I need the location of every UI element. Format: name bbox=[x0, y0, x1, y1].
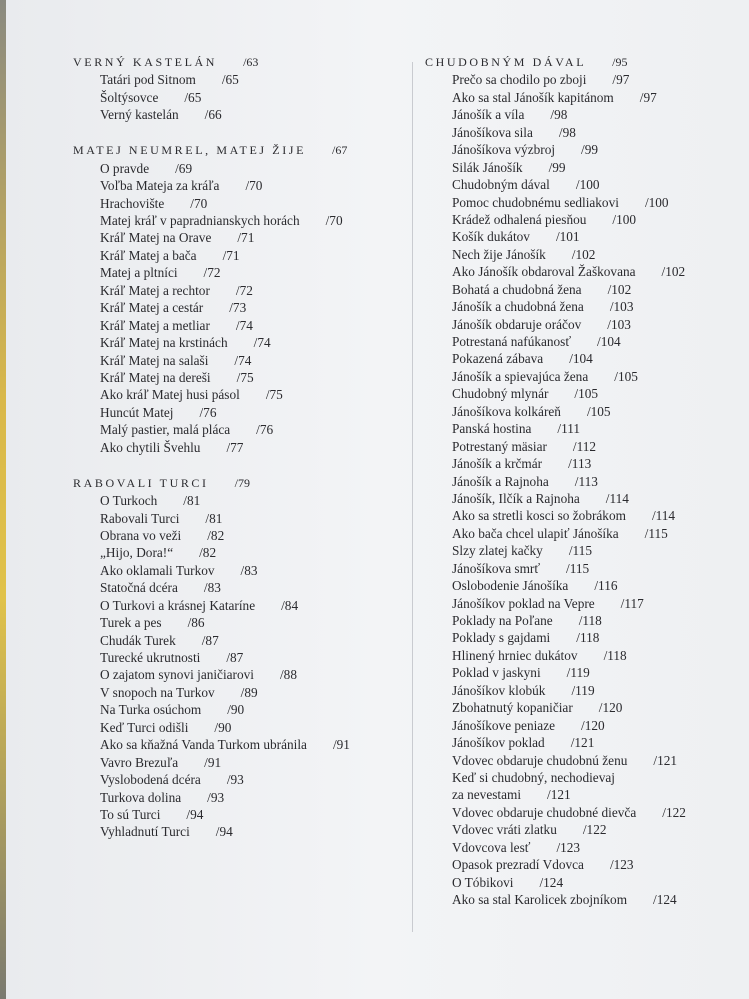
entry-title: Matej a pltníci bbox=[100, 265, 178, 281]
toc-entry bbox=[73, 684, 350, 701]
entry-title: Ako sa stretli kosci so žobrákom bbox=[452, 508, 626, 524]
entry-title: Pokazená zábava bbox=[452, 351, 544, 367]
entry-title: Vdovec vráti zlatku bbox=[452, 822, 557, 838]
entry-title: O pravde bbox=[100, 160, 150, 176]
toc-entry bbox=[73, 299, 350, 316]
toc-entry bbox=[425, 263, 686, 280]
entry-title: Tatári pod Sitnom bbox=[100, 72, 196, 88]
entry-page: /101 bbox=[555, 229, 580, 245]
toc-entry bbox=[73, 527, 350, 544]
entry-title: Keď si chudobný, nechodievaj bbox=[452, 769, 615, 785]
entry-title: Jánošíkova kolkáreň bbox=[452, 403, 561, 419]
entry-page: /89 bbox=[240, 684, 258, 700]
entry-page: /97 bbox=[639, 89, 657, 105]
entry-title: O zajatom synovi janičiarovi bbox=[100, 667, 254, 683]
entry-page: /102 bbox=[571, 246, 596, 262]
entry-title: To sú Turci bbox=[100, 806, 161, 822]
entry-title: O Turkovi a krásnej Kataríne bbox=[100, 597, 256, 613]
right-column bbox=[425, 54, 686, 908]
toc-entry bbox=[425, 473, 686, 490]
toc-entry bbox=[73, 334, 350, 351]
toc-entry bbox=[73, 247, 350, 264]
entry-page: /100 bbox=[612, 211, 637, 227]
entry-title: Ako Jánošík obdaroval Žaškovana bbox=[452, 264, 636, 280]
toc-entry bbox=[73, 421, 350, 438]
entry-page: /87 bbox=[201, 632, 219, 648]
entry-page: /121 bbox=[653, 752, 678, 768]
toc-entry bbox=[425, 333, 686, 350]
toc-entry bbox=[425, 403, 686, 420]
toc-entry bbox=[425, 891, 686, 908]
entry-title: Malý pastier, malá pláca bbox=[100, 422, 231, 438]
toc-entry bbox=[425, 316, 686, 333]
toc-entry bbox=[73, 597, 350, 614]
entry-title: Vyhladnutí Turci bbox=[100, 824, 190, 840]
toc-entry bbox=[425, 159, 686, 176]
toc-section bbox=[73, 475, 350, 841]
entry-page: /94 bbox=[215, 824, 233, 840]
toc-entry bbox=[73, 177, 350, 194]
entry-title: Kráľ Matej a bača bbox=[100, 247, 197, 263]
entry-title: Kráľ Matej a rechtor bbox=[100, 282, 210, 298]
entry-title: Ako sa kňažná Vanda Turkom ubránila bbox=[100, 737, 307, 753]
entry-title: O Tóbikovi bbox=[452, 874, 514, 890]
column-divider bbox=[412, 62, 413, 932]
entry-page: /86 bbox=[187, 615, 205, 631]
section-page: /63 bbox=[243, 55, 259, 69]
entry-page: /93 bbox=[207, 789, 225, 805]
toc-entry bbox=[425, 228, 686, 245]
entry-title: Vyslobodená dcéra bbox=[100, 772, 201, 788]
section-heading bbox=[425, 54, 686, 71]
section-gap bbox=[73, 124, 350, 143]
entry-title: Chudobným dával bbox=[452, 177, 550, 193]
toc-section bbox=[425, 54, 686, 908]
entry-title: Kráľ Matej na salaši bbox=[100, 352, 209, 368]
entry-title: Bohatá a chudobná žena bbox=[452, 281, 582, 297]
toc-entry bbox=[425, 769, 686, 786]
toc-entry bbox=[73, 614, 350, 631]
entry-title: Verný kastelán bbox=[100, 107, 179, 123]
entry-page: /91 bbox=[204, 754, 222, 770]
toc-entry bbox=[425, 420, 686, 437]
toc-entry bbox=[425, 734, 686, 751]
toc-entry bbox=[425, 786, 686, 803]
section-title: MATEJ NEUMREL, MATEJ ŽIJE bbox=[73, 143, 306, 158]
entry-page: /76 bbox=[256, 422, 274, 438]
entry-page: /81 bbox=[205, 510, 223, 526]
section-gap bbox=[73, 456, 350, 475]
entry-page: /115 bbox=[566, 560, 590, 576]
section-heading bbox=[73, 475, 350, 492]
entry-page: /93 bbox=[226, 772, 244, 788]
toc-entry bbox=[73, 439, 350, 456]
entry-page: /118 bbox=[576, 630, 600, 646]
entry-title: Jánošík a víla bbox=[452, 107, 525, 123]
entry-page: /88 bbox=[279, 667, 297, 683]
section-page: /95 bbox=[612, 55, 628, 69]
entry-title: Jánošíkov poklad bbox=[452, 735, 545, 751]
toc-entry bbox=[73, 632, 350, 649]
toc-entry bbox=[73, 71, 350, 88]
entry-page: /71 bbox=[237, 230, 255, 246]
entry-title: Vdovec obdaruje chudobnú ženu bbox=[452, 752, 628, 768]
entry-title: Ako sa stal Karolicek zbojníkom bbox=[452, 892, 628, 907]
toc-entry bbox=[73, 771, 350, 788]
entry-title: Panská hostina bbox=[452, 421, 532, 437]
entry-title: Kráľ Matej na Orave bbox=[100, 230, 212, 246]
toc-entry bbox=[425, 682, 686, 699]
section-title: VERNÝ KASTELÁN bbox=[73, 55, 218, 69]
toc-entry bbox=[425, 71, 686, 88]
toc-entry bbox=[73, 649, 350, 666]
entry-title: Oslobodenie Jánošíka bbox=[452, 578, 569, 594]
entry-title: Prečo sa chodilo po zboji bbox=[452, 72, 587, 88]
toc-entry bbox=[425, 350, 686, 367]
entry-title: Jánošík, Ilčík a Rajnoha bbox=[452, 490, 580, 506]
toc-entry bbox=[425, 106, 686, 123]
entry-title: Šoltýsovce bbox=[100, 89, 159, 105]
entry-title: Kráľ Matej a metliar bbox=[100, 317, 210, 333]
entry-page: /103 bbox=[609, 299, 634, 315]
entry-page: /102 bbox=[607, 281, 632, 297]
entry-title: „Hijo, Dora!“ bbox=[100, 545, 174, 561]
toc-entry bbox=[425, 438, 686, 455]
entry-title: Turek a pes bbox=[100, 615, 162, 631]
entry-page: /98 bbox=[550, 107, 568, 123]
entry-page: /73 bbox=[229, 300, 247, 316]
entry-title: Zbohatnutý kopaničiar bbox=[452, 700, 573, 716]
toc-entry bbox=[425, 176, 686, 193]
entry-page: /81 bbox=[183, 493, 201, 509]
entry-page: /90 bbox=[214, 719, 232, 735]
entry-page: /113 bbox=[574, 473, 598, 489]
entry-page: /75 bbox=[265, 387, 283, 403]
entry-page: /83 bbox=[203, 580, 221, 596]
toc-entry bbox=[73, 806, 350, 823]
entry-title: Matej kráľ v papradnianskych horách bbox=[100, 213, 300, 228]
entry-page: /123 bbox=[609, 857, 634, 873]
entry-title: Košík dukátov bbox=[452, 229, 530, 245]
entry-title: V snopoch na Turkov bbox=[100, 684, 215, 700]
entry-title: Jánošíkova výzbroj bbox=[452, 142, 556, 158]
entry-page: /70 bbox=[325, 213, 343, 228]
toc-entry bbox=[73, 789, 350, 806]
entry-title: Ako kráľ Matej husi pásol bbox=[100, 387, 240, 403]
entry-title: Vavro Brezuľa bbox=[100, 754, 179, 770]
entry-page: /82 bbox=[199, 545, 217, 561]
toc-entry bbox=[425, 821, 686, 838]
entry-page: /99 bbox=[581, 142, 599, 158]
toc-entry bbox=[425, 246, 686, 263]
entry-title: Na Turka osúchom bbox=[100, 702, 202, 718]
entry-page: /65 bbox=[184, 89, 202, 105]
entry-title: Krádež odhalená piesňou bbox=[452, 211, 587, 227]
toc-entry bbox=[425, 752, 686, 769]
entry-page: /82 bbox=[207, 527, 225, 543]
toc-entry bbox=[425, 560, 686, 577]
entry-page: /71 bbox=[222, 247, 240, 263]
section-page: /79 bbox=[234, 475, 250, 490]
entry-title: Poklad v jaskyni bbox=[452, 665, 541, 681]
entry-title: Kráľ Matej na dereši bbox=[100, 369, 211, 385]
entry-page: /90 bbox=[227, 702, 245, 718]
entry-title: Silák Jánošík bbox=[452, 159, 523, 175]
toc-entry bbox=[425, 89, 686, 106]
entry-title: Poklady s gajdami bbox=[452, 630, 551, 646]
toc-entry bbox=[425, 717, 686, 734]
toc-entry bbox=[73, 736, 350, 753]
entry-page: /105 bbox=[586, 403, 611, 419]
entry-title: Statočná dcéra bbox=[100, 580, 178, 596]
entry-page: /103 bbox=[607, 316, 631, 332]
entry-page: /104 bbox=[597, 334, 621, 349]
entry-title: Hrachovište bbox=[100, 195, 165, 211]
toc-entry bbox=[425, 804, 686, 821]
entry-title: Slzy zlatej kačky bbox=[452, 543, 543, 559]
toc-entry bbox=[425, 577, 686, 594]
toc-entry bbox=[425, 647, 686, 664]
entry-page: /74 bbox=[235, 317, 253, 333]
entry-title: Rabovali Turci bbox=[100, 510, 180, 526]
entry-page: /119 bbox=[571, 682, 595, 698]
toc-entry bbox=[73, 160, 350, 177]
entry-page: /115 bbox=[644, 525, 668, 541]
entry-title: Huncút Matej bbox=[100, 404, 174, 420]
entry-page: /121 bbox=[570, 735, 595, 751]
toc-entry bbox=[425, 856, 686, 873]
toc-entry bbox=[73, 195, 350, 212]
entry-page: /115 bbox=[568, 543, 592, 559]
section-page: /67 bbox=[332, 143, 348, 158]
toc-section bbox=[73, 142, 350, 456]
toc-entry bbox=[425, 874, 686, 891]
entry-page: /70 bbox=[245, 178, 263, 194]
entry-page: /97 bbox=[612, 72, 630, 88]
entry-page: /117 bbox=[620, 595, 644, 611]
toc-entry bbox=[73, 352, 350, 369]
toc-entry bbox=[73, 701, 350, 718]
entry-page: /124 bbox=[539, 874, 564, 890]
toc-entry bbox=[73, 282, 350, 299]
entry-page: /118 bbox=[603, 647, 627, 663]
entry-title: Kráľ Matej na krstinách bbox=[100, 335, 228, 351]
entry-page: /98 bbox=[558, 124, 576, 140]
entry-title: Potrestaná nafúkanosť bbox=[452, 334, 572, 349]
toc-entry bbox=[425, 298, 686, 315]
entry-page: /72 bbox=[203, 265, 221, 281]
entry-page: /104 bbox=[569, 351, 593, 367]
entry-title: Voľba Mateja za kráľa bbox=[100, 178, 220, 194]
toc-entry bbox=[73, 510, 350, 527]
toc-entry bbox=[73, 579, 350, 596]
entry-title: Jánošíkove peniaze bbox=[452, 717, 556, 733]
entry-title: Jánošík a Rajnoha bbox=[452, 473, 549, 489]
section-heading bbox=[73, 54, 350, 71]
entry-title: Jánošíkov klobúk bbox=[452, 682, 546, 698]
entry-title: Pomoc chudobnému sedliakovi bbox=[452, 194, 619, 210]
entry-page: /74 bbox=[234, 352, 252, 368]
entry-page: /105 bbox=[614, 368, 638, 384]
entry-title: Turkova dolina bbox=[100, 789, 182, 805]
toc-entry bbox=[425, 141, 686, 158]
entry-title: Vdovec obdaruje chudobné dievča bbox=[452, 804, 637, 820]
entry-page: /99 bbox=[548, 159, 566, 175]
entry-page: /72 bbox=[235, 282, 253, 298]
entry-page: /114 bbox=[605, 490, 629, 506]
toc-entry bbox=[425, 542, 686, 559]
entry-page: /84 bbox=[281, 597, 299, 613]
entry-page: /119 bbox=[566, 665, 590, 681]
toc-entry bbox=[425, 839, 686, 856]
entry-page: /118 bbox=[578, 613, 602, 628]
left-column bbox=[73, 54, 350, 841]
toc-entry bbox=[73, 212, 350, 229]
entry-title: Ako bača chcel ulapiť Jánošíka bbox=[452, 525, 619, 541]
entry-title: Keď Turci odišli bbox=[100, 719, 189, 735]
entry-title: Potrestaný mäsiar bbox=[452, 438, 547, 454]
entry-page: /116 bbox=[594, 578, 618, 594]
entry-title: Jánošík obdaruje oráčov bbox=[452, 316, 582, 332]
entry-title: Jánošíkova smrť bbox=[452, 560, 541, 576]
entry-title: Ako chytili Švehlu bbox=[100, 439, 201, 455]
toc-entry bbox=[425, 455, 686, 472]
section-title: CHUDOBNÝM DÁVAL bbox=[425, 55, 587, 69]
entry-page: /75 bbox=[236, 369, 254, 385]
toc-entry bbox=[425, 281, 686, 298]
entry-title: Jánošík a krčmár bbox=[452, 456, 543, 472]
entry-page: /83 bbox=[240, 562, 258, 578]
entry-page: /77 bbox=[226, 439, 244, 455]
toc-entry bbox=[425, 525, 686, 542]
entry-page: /100 bbox=[575, 177, 600, 193]
entry-page: /69 bbox=[175, 160, 193, 176]
toc-entry bbox=[425, 490, 686, 507]
toc-entry bbox=[425, 194, 686, 211]
toc-entry bbox=[425, 699, 686, 716]
entry-title: Opasok prezradí Vdovca bbox=[452, 857, 584, 873]
toc-entry bbox=[425, 368, 686, 385]
toc-entry bbox=[73, 544, 350, 561]
toc-entry bbox=[73, 317, 350, 334]
toc-entry bbox=[425, 211, 686, 228]
entry-title: Turecké ukrutnosti bbox=[100, 650, 201, 665]
entry-title: Vdovcova lesť bbox=[452, 839, 531, 855]
toc-section bbox=[73, 54, 350, 124]
entry-title: Jánošík a chudobná žena bbox=[452, 299, 584, 315]
entry-page: /65 bbox=[221, 72, 239, 88]
entry-title: Ako oklamali Turkov bbox=[100, 562, 215, 578]
entry-page: /74 bbox=[253, 335, 271, 351]
toc-entry bbox=[425, 629, 686, 646]
entry-title: Jánošíkova sila bbox=[452, 124, 533, 140]
toc-entry bbox=[73, 404, 350, 421]
entry-page: /66 bbox=[204, 107, 222, 123]
entry-page: /112 bbox=[572, 438, 597, 454]
entry-page: /100 bbox=[644, 194, 669, 210]
entry-title: Ako sa stal Jánošík kapitánom bbox=[452, 89, 614, 105]
entry-title: Obrana vo veži bbox=[100, 527, 182, 543]
toc-entry bbox=[73, 369, 350, 386]
toc-entry bbox=[73, 666, 350, 683]
entry-page: /102 bbox=[661, 264, 686, 280]
toc-entry bbox=[73, 823, 350, 840]
toc-entry bbox=[73, 89, 350, 106]
entry-title: za nevestami bbox=[452, 787, 522, 803]
entry-page: /121 bbox=[547, 787, 571, 803]
toc-entry bbox=[425, 664, 686, 681]
entry-page: /120 bbox=[581, 717, 605, 733]
toc-entry bbox=[73, 492, 350, 509]
toc-entry bbox=[73, 386, 350, 403]
entry-page: /76 bbox=[199, 404, 217, 420]
toc-entry bbox=[73, 106, 350, 123]
toc-entry bbox=[425, 612, 686, 629]
entry-title: Poklady na Poľane bbox=[452, 613, 553, 628]
entry-page: /113 bbox=[568, 456, 592, 472]
entry-page: /111 bbox=[557, 421, 581, 437]
entry-title: Jánošíkov poklad na Vepre bbox=[452, 595, 595, 611]
section-title: RABOVALI TURCI bbox=[73, 475, 209, 490]
entry-title: Chudobný mlynár bbox=[452, 386, 549, 402]
entry-title: Nech žije Jánošík bbox=[452, 246, 546, 262]
entry-page: /122 bbox=[662, 804, 686, 820]
entry-title: Hlinený hrniec dukátov bbox=[452, 647, 578, 663]
entry-page: /91 bbox=[332, 737, 350, 753]
entry-page: /105 bbox=[574, 386, 599, 402]
entry-title: Chudák Turek bbox=[100, 632, 176, 648]
section-heading bbox=[73, 142, 350, 159]
entry-page: /122 bbox=[582, 822, 607, 838]
toc-entry bbox=[73, 264, 350, 281]
toc-entry bbox=[425, 124, 686, 141]
entry-page: /124 bbox=[653, 892, 677, 907]
entry-title: Kráľ Matej a cestár bbox=[100, 300, 204, 316]
entry-page: /114 bbox=[651, 508, 676, 524]
toc-entry bbox=[73, 562, 350, 579]
toc-entry bbox=[425, 595, 686, 612]
entry-title: Jánošík a spievajúca žena bbox=[452, 368, 589, 384]
entry-page: /120 bbox=[598, 700, 623, 716]
toc-entry bbox=[425, 385, 686, 402]
entry-page: /70 bbox=[190, 195, 208, 211]
entry-title: O Turkoch bbox=[100, 493, 158, 509]
toc-entry bbox=[425, 507, 686, 524]
toc-entry bbox=[73, 754, 350, 771]
entry-page: /94 bbox=[186, 806, 204, 822]
toc-entry bbox=[73, 229, 350, 246]
entry-page: /123 bbox=[556, 839, 581, 855]
entry-page: /87 bbox=[226, 650, 244, 665]
toc-entry bbox=[73, 719, 350, 736]
